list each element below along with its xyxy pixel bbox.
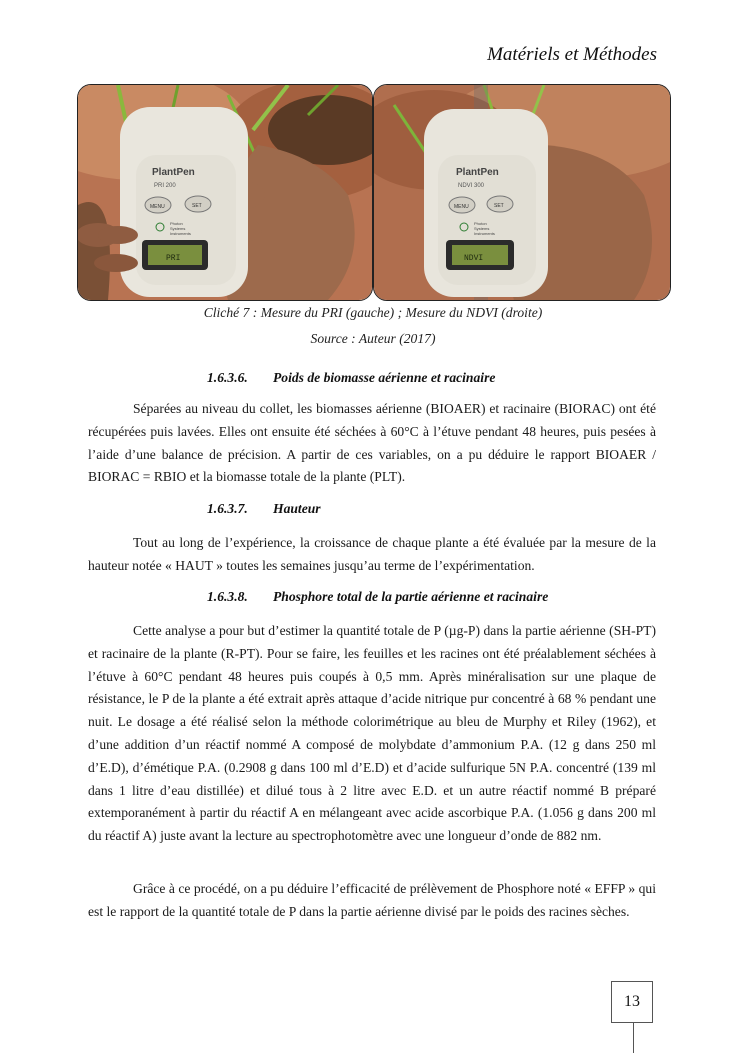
- menu-button-label: MENU: [150, 204, 165, 210]
- figure-source: Source : Auteur (2017): [310, 331, 436, 346]
- section-number: 1.6.3.7.: [207, 501, 248, 516]
- maker-line-3: Instruments: [170, 231, 191, 236]
- section-number: 1.6.3.8.: [207, 589, 248, 604]
- maker-line-1: Photon: [474, 221, 487, 226]
- maker-line-1: Photon: [170, 221, 183, 226]
- section-heading: [207, 501, 321, 517]
- set-button-label: SET: [192, 203, 202, 209]
- device-model-text: NDVI 300: [458, 183, 485, 189]
- page-number-rule: [633, 1023, 634, 1053]
- body-paragraph: Tout au long de l’expérience, la croissance de chaque plante a été évaluée par la mesure de la hauteur notée « HAUT » toutes les semaines jusqu’au terme de l’expérimentation.: [88, 535, 656, 573]
- maker-line-3: Instruments: [474, 231, 495, 236]
- body-paragraph: Cette analyse a pour but d’estimer la quantité totale de P (µg-P) dans la partie aérienne (SH-PT) et racinaire de la plante (R-PT). Pour se faire, les feuilles et les racines ont été préalablement séchées à l’étuve à 60°C pendant 48 heures puis coupés à 0,5 mm. Après minéralisation sur une plaque de résistance, le P de la plante a été extrait après attaque d’acide nitrique pur concentré à 68 % pendant une nuit. Le dosage a été réalisé selon la méthode colorimétrique au bleu de Murphy et Riley (1962), et d’une addition d’un réactif nommé A composé de molybdate d’ammonium P.A. (12 g dans 250 ml d’E.D), d’émétique P.A. (0.2908 g dans 100 ml d’E.D) et d’acide sulfurique 5N P.A. concentré (139 ml dans 1 litre d’eau distillée) et dilué tous à 2 litre avec E.D. et un autre réactif nommé B préparé extemporanément à partir du réactif A en mélangeant avec acide ascorbique P.A. (1.056 g dans 200 ml du réactif A) juste avant la lecture au spectrophotomètre avec une longueur d’onde de 882 nm.: [88, 623, 656, 844]
- device-name-text: PlantPen: [456, 167, 499, 178]
- screen-text: PRI: [166, 254, 181, 263]
- section-title: Phosphore total de la partie aérienne et racinaire: [273, 589, 549, 604]
- photo-pri-measurement: [77, 84, 373, 301]
- maker-line-2: Systems: [170, 226, 186, 231]
- photo-ndvi-measurement: [373, 84, 671, 301]
- maker-line-2: Systems: [474, 226, 490, 231]
- menu-button-label: MENU: [454, 204, 469, 210]
- section-heading: [207, 370, 495, 386]
- running-header: Matériels et Méthodes: [487, 44, 657, 65]
- section-heading: [207, 589, 548, 605]
- device-model-text: PRI 200: [154, 183, 176, 189]
- screen-text: NDVI: [464, 254, 484, 263]
- section-number: 1.6.3.6.: [207, 370, 248, 385]
- body-paragraph: Grâce à ce procédé, on a pu déduire l’efficacité de prélèvement de Phosphore noté « EFFP » qui est le rapport de la quantité totale de P dans la partie aérienne divisé par le poids des racines sèches.: [88, 881, 656, 919]
- device-name-text: PlantPen: [152, 167, 195, 178]
- page-number: 13: [611, 981, 653, 1023]
- set-button-label: SET: [494, 203, 504, 209]
- section-title: Hauteur: [273, 501, 321, 516]
- body-paragraph: Séparées au niveau du collet, les biomasses aérienne (BIOAER) et racinaire (BIORAC) ont été récupérées puis lavées. Elles ont ensuite été séchées à 60°C à l’étuve pendant 48 heures, puis pesées à l’aide d’une balance de précision. A partir de ces variables, on a pu déduire le rapport BIOAER / BIORAC = RBIO et la biomasse totale de la plante (PLT).: [88, 401, 656, 485]
- figure-caption: Cliché 7 : Mesure du PRI (gauche) ; Mesure du NDVI (droite): [203, 305, 543, 320]
- section-title: Poids de biomasse aérienne et racinaire: [273, 370, 496, 385]
